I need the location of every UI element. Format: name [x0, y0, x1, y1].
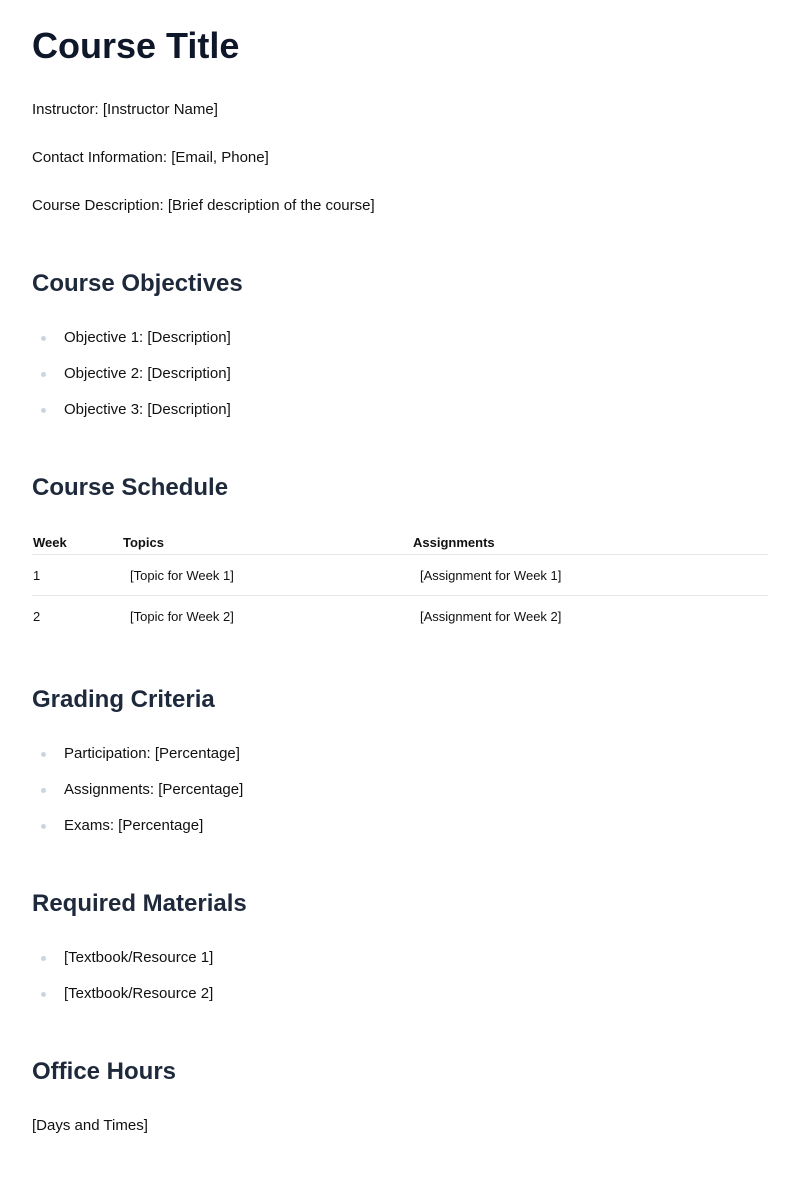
column-header-assignments: Assignments [412, 530, 768, 555]
column-header-topics: Topics [122, 530, 412, 555]
description-line: Course Description: [Brief description of the course] [32, 197, 375, 214]
table-cell-assignment: [Assignment for Week 2] [420, 608, 562, 624]
list-item: Objective 1: [Description] [32, 328, 231, 364]
materials-heading: Required Materials [32, 890, 247, 917]
table-cell-week: 2 [33, 608, 41, 624]
materials-list [32, 948, 213, 1020]
table-cell-topic: [Topic for Week 1] [122, 555, 412, 596]
list-item: Objective 2: [Description] [32, 364, 231, 400]
table-cell-week: 1 [32, 555, 122, 596]
schedule-heading: Course Schedule [32, 474, 229, 501]
objectives-list [32, 328, 231, 436]
list-item: Objective 3: [Description] [32, 400, 231, 436]
grading-heading: Grading Criteria [32, 686, 215, 713]
list-item: Exams: [Percentage] [32, 816, 243, 852]
table-header-row [32, 530, 768, 555]
page-title: Course Title [32, 25, 240, 66]
contact-line: Contact Information: [Email, Phone] [32, 149, 269, 166]
table-cell-topic: [Topic for Week 2] [130, 608, 234, 624]
list-item: Participation: [Percentage] [32, 744, 243, 780]
table-cell-assignment: [Assignment for Week 1] [412, 555, 768, 596]
schedule-table [32, 530, 768, 636]
list-item: Assignments: [Percentage] [32, 780, 243, 816]
table-row [32, 596, 768, 637]
office-hours-text: [Days and Times] [32, 1117, 148, 1134]
table-row [32, 555, 768, 596]
list-item: [Textbook/Resource 1] [32, 948, 213, 984]
office-hours-heading: Office Hours [32, 1058, 177, 1085]
list-item: [Textbook/Resource 2] [32, 984, 213, 1020]
grading-list [32, 744, 243, 852]
instructor-line: Instructor: [Instructor Name] [32, 101, 218, 118]
column-header-week: Week [32, 530, 122, 555]
objectives-heading: Course Objectives [32, 270, 243, 297]
